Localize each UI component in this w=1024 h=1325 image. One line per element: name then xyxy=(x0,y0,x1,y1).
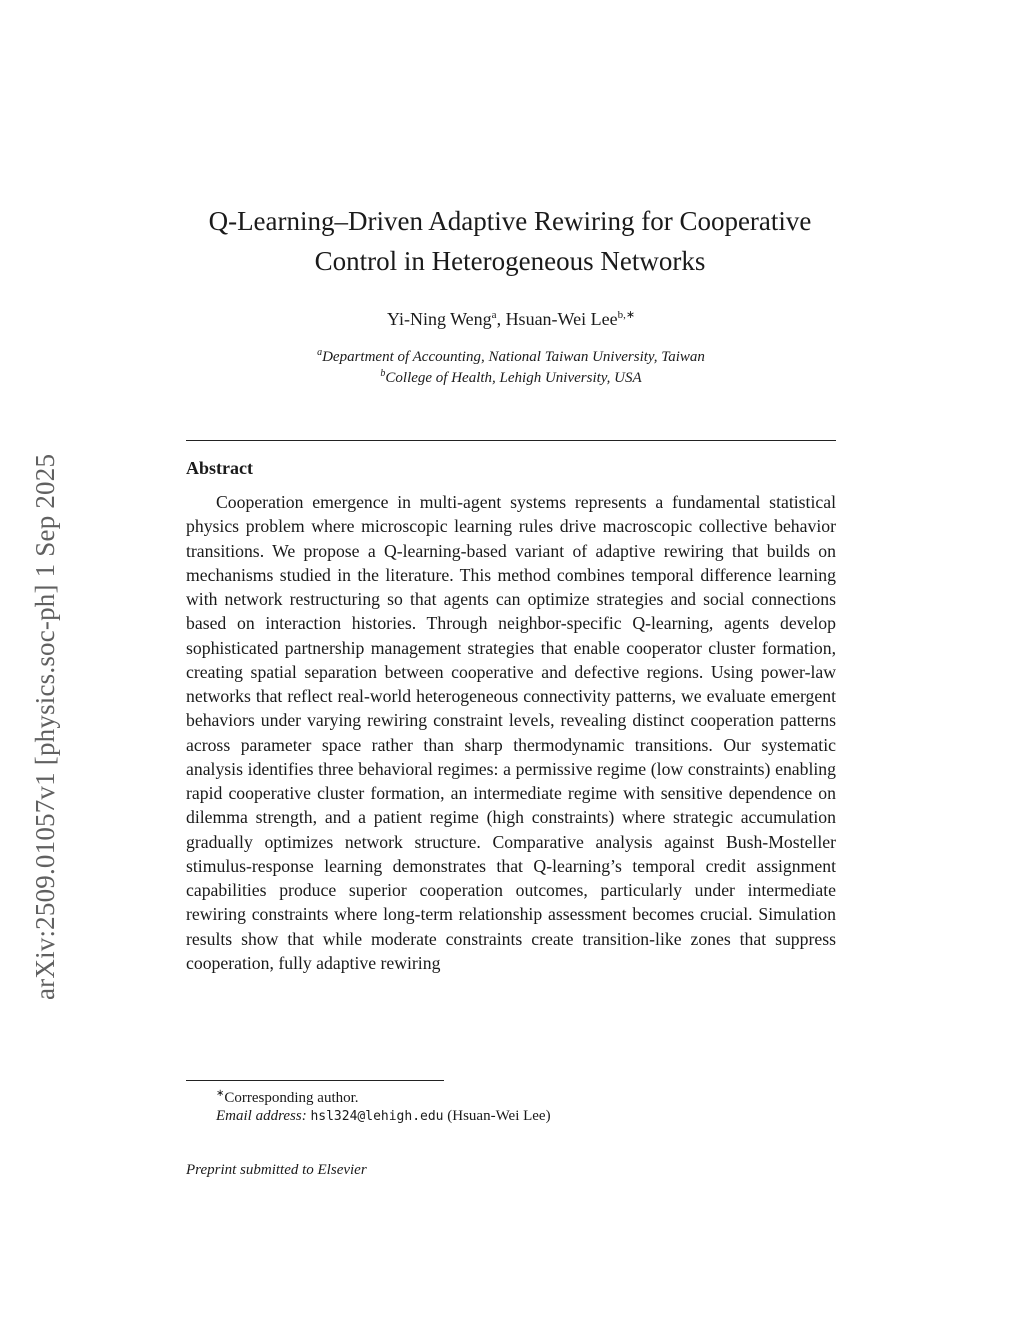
footnote-corresponding xyxy=(216,1084,359,1108)
arxiv-side-stamp: arXiv:2509.01057v1 [physics.soc-ph] 1 Sep 2025 xyxy=(30,453,60,1000)
corresponding-mark: ∗ xyxy=(216,1088,225,1099)
affiliation-a-text: Department of Accounting, National Taiwan University, Taiwan xyxy=(322,349,705,365)
paper-title xyxy=(170,201,850,281)
affiliation-b-mark: b xyxy=(380,368,386,379)
corresponding-text: Corresponding author. xyxy=(224,1090,359,1106)
author-list xyxy=(186,303,836,331)
title-line-2: Control in Heterogeneous Networks xyxy=(314,246,706,276)
email-label: Email address: xyxy=(216,1108,307,1124)
author-1-mark: a xyxy=(491,309,497,321)
preprint-note: Preprint submitted to Elsevier xyxy=(186,1162,367,1178)
footnote-email xyxy=(216,1106,551,1127)
abstract-text: Cooperation emergence in multi-agent systems represents a fundamental statistical physics problem where microscopic learning rules drive macroscopic collective behavior transitions. We propose a Q-learning-based variant of adaptive rewiring that builds on mechanisms studied in the literature. This method combines temporal difference learning with network restructuring so that agents can optimize strategies and social connections based on interaction histories. Through neighbor-specific Q-learning, agents develop sophisticated partnership management strategies that enable cooperator cluster formation, creating spatial separation between cooperative and defective regions. Using power-law networks that reflect real-world heterogeneous connectivity patterns, we evaluate emergent behaviors under varying rewiring constraint levels, revealing distinct cooperation patterns across parameter space rather than sharp thermodynamic transitions. Our systematic analysis identifies three behavioral regimes: a permissive regime (low constraints) enabling rapid cooperative cluster formation, an intermediate regime with sensitive dependence on dilemma strength, and a patient regime (high constraints) where strategic accumulation gradually optimizes network structure. Comparative analysis against Bush-Mosteller stimulus-response learning demonstrates that Q-learning’s temporal credit assignment capabilities produce superior cooperation outcomes, particularly under intermediate rewiring constraints where long-term relationship assessment becomes crucial. Simulation results show that while moderate constraints create transition-like zones that suppress cooperation, fully adaptive rewiring xyxy=(186,492,836,973)
header-divider xyxy=(186,440,836,441)
author-2-mark: b,∗ xyxy=(617,309,636,321)
affiliation-b-text: College of Health, Lehigh University, USA xyxy=(385,370,642,386)
author-2-name: Hsuan-Wei Lee xyxy=(505,309,618,329)
email-owner: (Hsuan-Wei Lee) xyxy=(447,1108,551,1124)
abstract-heading: Abstract xyxy=(186,458,253,478)
footnote-divider xyxy=(186,1080,444,1081)
author-separator: , xyxy=(496,309,506,329)
affiliation-a-mark: a xyxy=(317,347,323,358)
title-line-1: Q-Learning–Driven Adaptive Rewiring for Cooperative xyxy=(208,206,812,236)
author-1-name: Yi-Ning Weng xyxy=(386,309,492,329)
affiliation-b xyxy=(186,364,836,388)
email-link[interactable]: hsl324@lehigh.edu xyxy=(310,1109,444,1124)
